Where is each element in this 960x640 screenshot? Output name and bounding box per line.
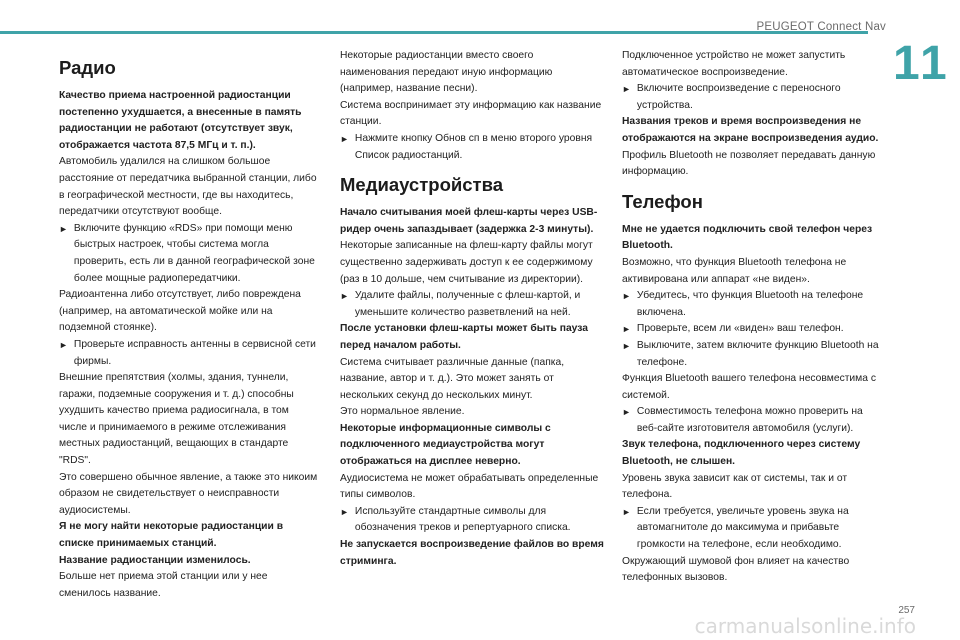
header-accent-bar bbox=[0, 31, 868, 34]
problem-statement: Начало считывания моей флеш-карты через USB-ридер очень запаздывает (задержка 2-3 минуты). bbox=[340, 207, 598, 235]
body-text: Уровень звука зависит как от системы, так и от телефона. bbox=[622, 472, 848, 501]
chapter-number: 11 bbox=[893, 37, 950, 90]
instruction-item bbox=[622, 338, 882, 371]
problem-statement: Звук телефона, подключенного через систему Bluetooth, не слышен. bbox=[622, 439, 861, 468]
instruction-text: Включите воспроизведение с переносного устройства. bbox=[636, 83, 841, 111]
instruction-item bbox=[622, 321, 882, 338]
bullet-arrow-icon: ► bbox=[622, 324, 631, 335]
bullet-arrow-icon: ► bbox=[340, 133, 349, 144]
instruction-text: Убедитесь, что функция Bluetooth на телефоне включена. bbox=[636, 290, 864, 318]
bullet-arrow-icon: ► bbox=[59, 223, 68, 234]
instruction-text: Совместимость телефона можно проверить на веб-сайте изготовителя автомобиля (услуги). bbox=[636, 406, 863, 434]
watermark: carmanualsonline.info bbox=[694, 614, 916, 638]
instruction-item bbox=[59, 221, 319, 287]
text-column-3 bbox=[622, 48, 882, 587]
instruction-text: Проверьте, всем ли «виден» ваш телефон. bbox=[636, 323, 844, 335]
instruction-text: Выключите, затем включите функцию Bluetooth на телефоне. bbox=[636, 339, 879, 368]
bullet-arrow-icon: ► bbox=[622, 84, 631, 95]
problem-statement: Некоторые информационные символы с подключенного медиаустройства могут отображаться на дисплее неверно. bbox=[340, 422, 551, 468]
section-heading: Телефон bbox=[622, 190, 703, 212]
body-text: Возможно, что функция Bluetooth телефона не активирована или аппарат «не виден». bbox=[622, 256, 847, 285]
body-text: Автомобиль удалился на слишком большое расстояние от передатчика выбранной станции, либо в географической местности, где вы находитесь, передатчики отсутствуют вообще. bbox=[59, 156, 317, 218]
instruction-item bbox=[340, 288, 604, 321]
bullet-arrow-icon: ► bbox=[340, 506, 349, 517]
instruction-text: Удалите файлы, полученные с флеш-картой, и уменьшите количество разветвлений на ней. bbox=[354, 290, 581, 318]
page-number: 257 bbox=[898, 605, 915, 616]
bullet-arrow-icon: ► bbox=[340, 291, 349, 302]
body-text: Система воспринимает эту информацию как название станции. bbox=[340, 99, 602, 128]
body-text: Это нормальное явление. bbox=[340, 406, 465, 418]
instruction-item bbox=[340, 131, 604, 164]
section-heading: Радио bbox=[59, 57, 116, 78]
instruction-text: Проверьте исправность антенны в сервисной сети фирмы. bbox=[73, 338, 316, 367]
instruction-item bbox=[622, 81, 882, 114]
body-text: Некоторые радиостанции вместо своего наименования передают иную информацию (например, название песни). bbox=[340, 50, 553, 95]
body-text: Радиоантенна либо отсутствует, либо повреждена (например, на автоматической мойке или на подземной стоянке). bbox=[59, 289, 301, 334]
body-text: Внешние препятствия (холмы, здания, туннели, гаражи, подземные сооружения и т. д.) способны ухудшить качество приема радиосигнала, в том числе и принимаемого в режиме отслеживания местных радиостанций, вещающих в стандарте "RDS". bbox=[59, 372, 294, 467]
problem-statement: Качество приема настроенной радиостанции постепенно ухудшается, а внесенные в память радиостанции не работают (отсутствует звук, отображается частота 87,5 МГц и т. п.). bbox=[59, 90, 302, 151]
bullet-arrow-icon: ► bbox=[59, 339, 68, 350]
body-text: Аудиосистема не может обрабатывать определенные типы символов. bbox=[340, 472, 599, 501]
text-column-1 bbox=[59, 56, 319, 602]
instruction-text: Используйте стандартные символы для обозначения треков и репертуарного списка. bbox=[354, 505, 571, 534]
body-text: Система считывает различные данные (папка, название, автор и т. д.). Это может занять от нескольких секунд до нескольких минут. bbox=[340, 356, 565, 401]
body-text: Окружающий шумовой фон влияет на качество телефонных вызовов. bbox=[622, 555, 850, 584]
body-text: Функция Bluetooth вашего телефона несовместима с системой. bbox=[622, 373, 876, 401]
problem-statement: Я не могу найти некоторые радиостанции в списке принимаемых станций. bbox=[59, 521, 284, 550]
problem-statement: Не запускается воспроизведение файлов во время стриминга. bbox=[340, 539, 604, 567]
problem-statement: Мне не удается подключить свой телефон через Bluetooth. bbox=[622, 223, 873, 252]
instruction-item bbox=[622, 404, 882, 437]
problem-statement: Название радиостанции изменилось. bbox=[59, 554, 251, 566]
text-column-2 bbox=[340, 48, 604, 570]
body-text: Профиль Bluetooth не позволяет передавать данную информацию. bbox=[622, 149, 876, 178]
instruction-text: Включите функцию «RDS» при помощи меню быстрых настроек, чтобы система могла проверить, есть ли в данной географической зоне более мощные радиопередатчики. bbox=[73, 222, 315, 284]
bullet-arrow-icon: ► bbox=[622, 407, 631, 418]
body-text: Некоторые записанные на флеш-карту файлы могут существенно задерживать доступ к ее содержимому (раз в 10 дольше, чем считывание из директории). bbox=[340, 240, 593, 285]
bullet-arrow-icon: ► bbox=[622, 506, 631, 517]
section-heading: Медиаустройства bbox=[340, 174, 504, 196]
body-text: Больше нет приема этой станции или у нее сменилось название. bbox=[59, 571, 268, 599]
bullet-arrow-icon: ► bbox=[622, 291, 631, 302]
document-title: PEUGEOT Connect Nav bbox=[756, 21, 886, 33]
instruction-item bbox=[622, 504, 882, 554]
bullet-arrow-icon: ► bbox=[622, 340, 631, 351]
instruction-text: Если требуется, увеличьте уровень звука на автомагнитоле до максимума и прибавьте громкости на телефоне, если необходимо. bbox=[636, 505, 849, 551]
instruction-item bbox=[340, 504, 604, 537]
problem-statement: Названия треков и время воспроизведения не отображаются на экране воспроизведения аудио. bbox=[622, 116, 879, 144]
body-text: Это совершено обычное явление, а также это никоим образом не свидетельствует о неисправности аудиосистемы. bbox=[59, 471, 318, 516]
instruction-item bbox=[622, 288, 882, 321]
instruction-item bbox=[59, 337, 319, 370]
body-text: Подключенное устройство не может запустить автоматическое воспроизведение. bbox=[622, 50, 846, 78]
problem-statement: После установки флеш-карты может быть пауза перед началом работы. bbox=[340, 323, 588, 351]
instruction-text: Нажмите кнопку Обнов сп в меню второго уровня Список радиостанций. bbox=[354, 132, 593, 161]
